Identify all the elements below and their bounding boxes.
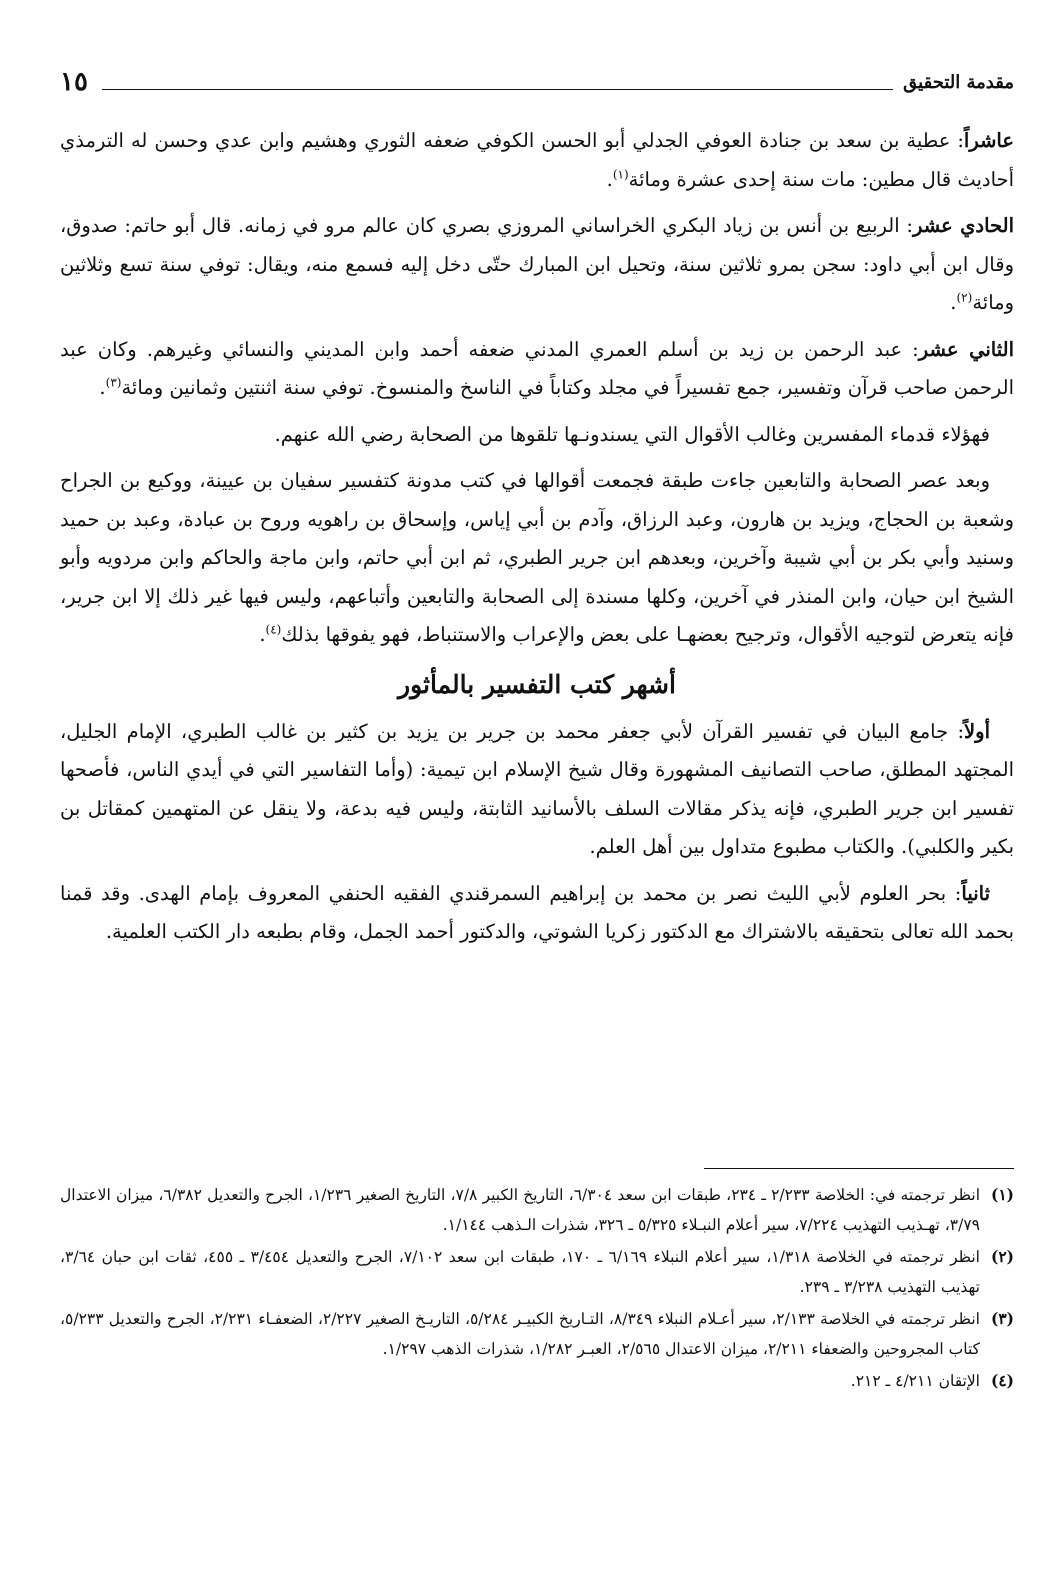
header-rule: [102, 89, 893, 90]
paragraph-lead: ثانياً: [961, 881, 990, 905]
paragraph: [60, 713, 1014, 867]
footnote-number: (٣): [990, 1309, 1014, 1328]
paragraph-tail: .: [99, 376, 106, 399]
paragraph-tail: .: [259, 623, 266, 646]
footnote: [60, 1180, 1014, 1240]
footnote-number: (١): [990, 1185, 1014, 1204]
paragraph: [60, 331, 1014, 408]
paragraph-lead: الحادي عشر: [913, 214, 1014, 237]
footnote-number: (٢): [990, 1247, 1014, 1266]
page-number: ١٥: [60, 67, 88, 97]
page-header: [60, 62, 1014, 102]
section-heading: أشهر كتب التفسير بالمأثور: [398, 669, 676, 699]
footnote: [60, 1304, 1014, 1364]
footnote: [60, 1242, 1014, 1302]
paragraph: [60, 207, 1014, 323]
paragraph-tail: .: [950, 291, 957, 314]
paragraph-text: وبعد عصر الصحابة والتابعين جاءت طبقة فجمعت أقوالها في كتب مدونة كتفسير سفيان بن عيينة، ووكيع بن الجراح وشعبة بن الحجاج، ويزيد بن هارون، وعبد الرزاق، وآدم بن أبي إياس، وإسحاق بن راهويه وروح بن عبادة، وعبد بن حميد وسنيد وأبي بكر بن أبي شيبة وآخرين، وبعدهم ابن جرير الطبري، ثم ابن أبي حاتم، وابن ماجة والحاكم وابن مردويه وأبو الشيخ ابن حيان، وابن المنذر في آخرين، وكلها مسندة إلى الصحابة والتابعين وأتباعهم، وليس فيها غير ذلك إلا ابن جرير، فإنه يتعرض لتوجيه الأقوال، وترجيح بعضهـا على بعض والإعراب والاستنباط، فهو يفوقها بذلك: [60, 469, 1014, 646]
paragraph-tail: .: [606, 167, 613, 191]
paragraph-lead: أولاً: [964, 719, 990, 743]
footnote-text: انظر ترجمته في الخلاصة ٢/١٣٣، سير أعـلام النبلاء ٨/٣٤٩، التـاريخ الكبيـر ٥/٢٨٤، التاريـخ الصغير ٢/٢٢٧، الضعفـاء ٢/٢٣١، الجرح والتعديل ٥/٢٣٣، كتاب المجروحين والضعفاء ٢/٢١١، ميزان الاعتدال ٢/٥٦٥، العبـر ١/٢٨٢، شذرات الذهب ١/٢٩٧.: [60, 1310, 980, 1358]
paragraph: [60, 122, 1014, 199]
footnote-text: انظر ترجمته في الخلاصة ١/٣١٨، سير أعلام النبلاء ٦/١٦٩ ـ ١٧٠، طبقات ابن سعد ٧/١٠٢، الجرح والتعديل ٣/٤٥٤ ـ ٤٥٥، ثقات ابن حبان ٣/٦٤، تهذيب التهذيب ٣/٢٣٨ ـ ٢٣٩.: [60, 1248, 980, 1296]
paragraph: [60, 462, 1014, 655]
paragraph-text: فهؤلاء قدماء المفسرين وغالب الأقوال التي يسندونـها تلقوها من الصحابة رضي الله عنهم.: [274, 422, 990, 446]
paragraph-lead: عاشراً: [963, 129, 1014, 152]
running-head: مقدمة التحقيق: [903, 71, 1014, 93]
footnote-number: (٤): [990, 1371, 1014, 1390]
body-text: [60, 122, 1014, 960]
footnote-ref: (١): [612, 167, 629, 181]
paragraph: [60, 875, 1014, 952]
paragraph-text: : عطية بن سعد بن جنادة العوفي الجدلي أبو الحسن الكوفي ضعفه الثوري وهشيم وابن عدي وحسن له الترمذي أحاديث قال مطين: مات سنة إحدى عشرة ومائة: [60, 129, 1014, 191]
paragraph-text: : عبد الرحمن بن زيد بن أسلم العمري المدني ضعفه أحمد وابن المديني والنسائي وغيرهم. وكان عبد الرحمن صاحب قرآن وتفسير، جمع تفسيراً في مجلد وكتاباً في الناسخ والمنسوخ. توفي سنة اثنتين وثمانين ومائة: [60, 337, 1014, 399]
footnotes: [60, 1180, 1014, 1398]
paragraph-text: : الربيع بن أنس بن زياد البكري الخراساني المروزي بصري كان عالم مرو في زمانه. قال أبو حاتم: صدوق، وقال ابن أبي داود: سجن بمرو ثلاثين سنة، وتحيل ابن المبارك حتّى دخل إليه فسمع منه، ويقال: توفي سنة تسع وثلاثين ومائة: [60, 214, 1014, 314]
footnote-text: الإتقان ٤/٢١١ ـ ٢١٢.: [850, 1372, 980, 1390]
footnote-text: انظر ترجمته في: الخلاصة ٢/٢٣٣ ـ ٢٣٤، طبقات ابن سعد ٦/٣٠٤، التاريخ الكبير ٧/٨، التاريخ الصغير ١/٢٣٦، الجرح والتعديل ٦/٣٨٢، ميزان الاعتدال ٣/٧٩، تهـذيب التهذيب ٧/٢٢٤، سير أعلام النبـلاء ٥/٣٢٥ ـ ٣٢٦، شذرات الـذهب ١/١٤٤.: [60, 1186, 981, 1234]
paragraph: [60, 416, 1014, 455]
footnote-rule: [704, 1168, 1014, 1169]
footnote-ref: (٢): [956, 290, 973, 305]
paragraph-text: : جامع البيان في تفسير القرآن لأبي جعفر محمد بن جرير بن يزيد بن كثير بن غالب الطبري، الإمام الجليل، المجتهد المطلق، صاحب التصانيف المشهورة وقال شيخ الإسلام ابن تيمية: (وأما التفاسير التي في أيدي الناس، فأصحها تفسير ابن جرير الطبري، فإنه يذكر مقالات السلف بالأسانيد الثابتة، وليس فيه بدعة، ولا ينقل عن المتهمين كمقاتل بن بكير والكلبي). والكتاب مطبوع متداول بين أهل العلم.: [60, 719, 1014, 858]
footnote: [60, 1366, 1014, 1396]
footnote-ref: (٣): [105, 375, 122, 390]
paragraph-text: : بحر العلوم لأبي الليث نصر بن محمد بن إبراهيم السمرقندي الفقيه الحنفي المعروف بإمام الهدى. وقد قمنا بحمد الله تعالى بتحقيقه بالاشتراك مع الدكتور زكريا الشوتي، والدكتور أحمد الجمل، وقام بطبعه دار الكتب العلمية.: [60, 881, 1014, 943]
paragraph-lead: الثاني عشر: [918, 337, 1014, 361]
footnote-ref: (٤): [265, 622, 282, 637]
